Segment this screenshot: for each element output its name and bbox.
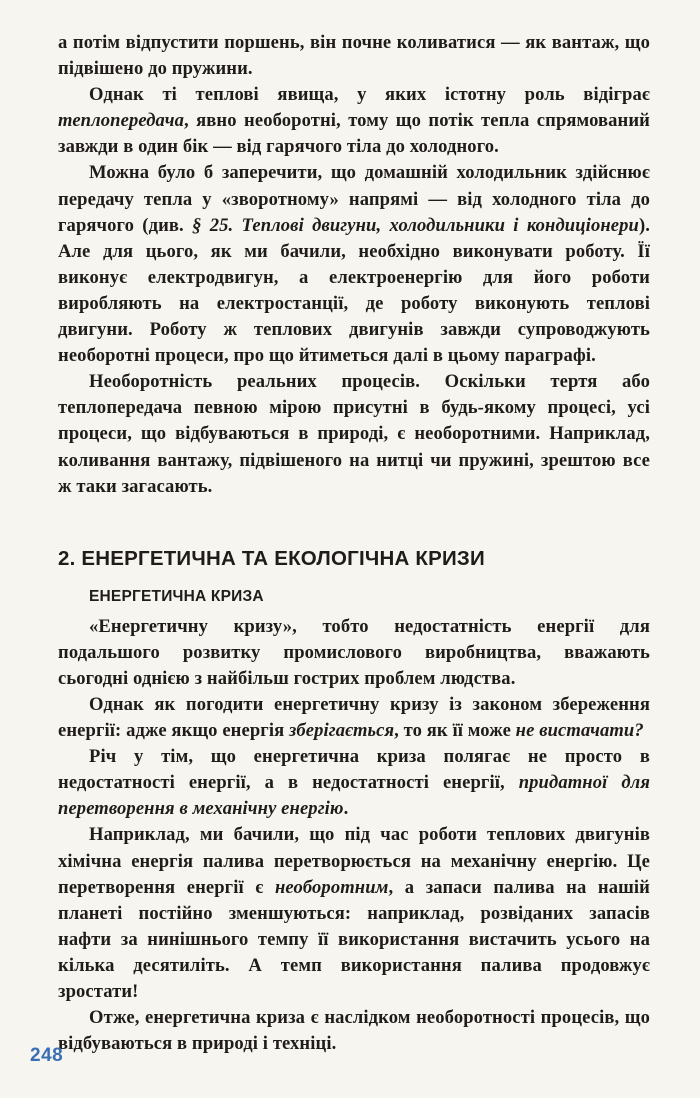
text-run: Річ у тім, що енергетична криза полягає не просто в недостатності енергії, а в недостатності енергії, (58, 746, 650, 794)
italic-term: придатної для перетворення в механічну енергію (58, 772, 650, 820)
text-run: , явно необоротні, тому що потік тепла спрямований завжди в один бік — від гарячого тіла до холодного. (58, 110, 650, 158)
paragraph-refrigerator (58, 160, 650, 369)
text-run: Однак ті теплові явища, у яких істотну роль відіграє (89, 84, 650, 106)
italic-term: не вистачати? (515, 720, 644, 742)
text-run: Можна було б заперечити, що домашній холодильник здійснює передачу тепла у «зворотному» напрямі — від холодного тіла до гарячого (див. (58, 162, 650, 236)
text-run: Наприклад, ми бачили, що під час роботи теплових двигунів хімічна енергія палива перетворюється на механічну енергію. Це перетворення енергії є (58, 824, 650, 898)
text-run: , то як її може (394, 720, 516, 742)
italic-term: теплопередача (58, 110, 184, 132)
italic-reference: § 25. Теплові двигуни, холодильники і кондиціонери (192, 214, 639, 236)
section-subtitle: ЕНЕРГЕТИЧНА КРИЗА (89, 587, 264, 605)
paragraph-energy-crisis-definition (58, 614, 650, 692)
paragraph-piston (58, 30, 650, 82)
bold-lead-term: Необоротність реальних процесів. (89, 371, 421, 393)
text-run: Однак як погодити енергетичну кризу із законом збереження енергії: адже якщо енергія (58, 693, 650, 742)
paragraph-conclusion (58, 1005, 650, 1057)
text-run: Оскільки тертя або теплопередача певною мірою присутні в будь-якому процесі, усі процеси, що відбуваються в природі, є необоротними. Наприклад, коливання вантажу, підвішеного на нитці чи пружині, зрештою все ж таки загасають. (58, 371, 650, 497)
text-run: , а запаси палива на нашій планеті постійно зменшуються: наприклад, розвіданих запасів нафти за нинішнього темпу її використання вистачить усього на кілька десятиліть. А темп використання палива продовжує зростати! (58, 876, 650, 1002)
italic-term: зберігається (289, 720, 395, 742)
paragraph-piston-text: а потім відпустити поршень, він почне коливатися — як вантаж, що підвішено до пружини. (58, 32, 650, 80)
paragraph-irreversibility (58, 369, 650, 499)
text-run: Отже, енергетична криза є наслідком необоротності процесів, що відбуваються в природі і техніці. (58, 1007, 650, 1055)
paragraph-crisis-essence (58, 744, 650, 822)
text-run: . (343, 798, 349, 820)
section-title: 2. ЕНЕРГЕТИЧНА ТА ЕКОЛОГІЧНА КРИЗИ (58, 546, 485, 570)
text-run: ). Але для цього, як ми бачили, необхідно виконувати роботу. Її виконує електродвигун, а електроенергію для його роботи виробляють на електростанції, де роботу виконують теплові двигуни. Роботу ж теплових двигунів завжди супроводжують необоротні процеси, про що йтиметься далі в цьому параграфі. (58, 214, 650, 367)
paragraph-conservation-question (58, 692, 650, 744)
page-number: 248 (30, 1045, 64, 1066)
text-run: «Енергетичну кризу», тобто недостатність енергії для подальшого розвитку промислового виробництва, вважають сьогодні однією з найбільш гострих проблем людства. (58, 615, 650, 689)
paragraph-heat-transfer (58, 82, 650, 160)
paragraph-fuel-example (58, 822, 650, 1005)
italic-term: необоротним (274, 876, 389, 898)
